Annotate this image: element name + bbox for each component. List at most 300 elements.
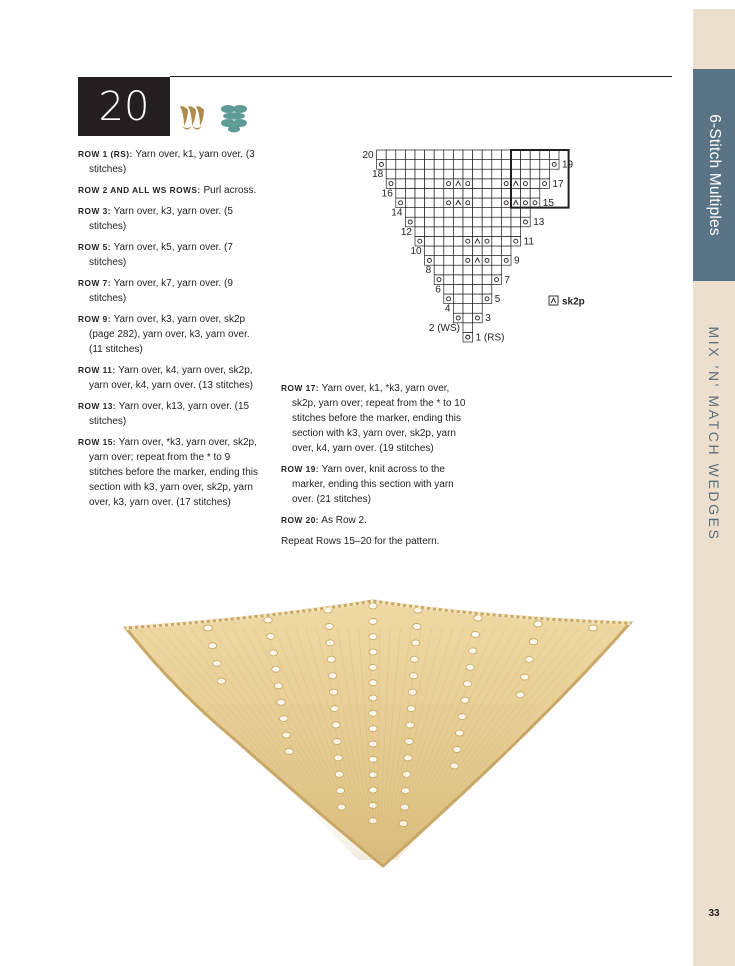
chart-cell <box>434 179 444 189</box>
chart-cell <box>492 198 502 208</box>
chart-cell <box>415 236 425 246</box>
chart-cell <box>425 198 435 208</box>
chart-cell <box>511 150 521 160</box>
chart-cell <box>482 179 492 189</box>
chart-cell <box>463 304 473 314</box>
eyelet <box>516 692 524 698</box>
header-rule <box>170 76 672 77</box>
eyelet <box>406 722 414 728</box>
chart-cell <box>396 150 406 160</box>
chart-cell <box>434 275 444 285</box>
chart-cell <box>473 227 483 237</box>
chart-cell <box>444 265 454 275</box>
chart-cell <box>434 217 444 227</box>
chart-cell <box>482 246 492 256</box>
chart-cell <box>501 169 511 179</box>
chart-cell <box>396 160 406 170</box>
row-text: Purl across. <box>200 185 257 196</box>
eyelet <box>400 804 408 810</box>
chart-cell <box>444 217 454 227</box>
chart-cell <box>415 179 425 189</box>
chart-cell <box>425 179 435 189</box>
chart-cell <box>463 323 473 333</box>
chart-cell <box>530 198 540 208</box>
row-number-label: 4 <box>444 303 451 315</box>
chart-cell <box>405 217 415 227</box>
chart-cell <box>453 169 463 179</box>
chart-cell <box>453 188 463 198</box>
instruction-row <box>281 381 466 456</box>
row-text: Yarn over, k13, yarn over. (15 stitches) <box>89 401 250 427</box>
eyelet <box>408 689 416 695</box>
chart-cell <box>463 294 473 304</box>
instruction-row <box>78 363 261 393</box>
instruction-row <box>78 147 261 177</box>
chart-cell <box>444 284 454 294</box>
legend-label: sk2p <box>562 296 585 308</box>
chart-cell <box>463 217 473 227</box>
chart-cell <box>473 188 483 198</box>
row-text: Yarn over, k1, *k3, yarn over, sk2p, yarn over; repeat from the * to 10 stitches before the marker, ending this section with k3, yarn over, sk2p, yarn over, k4, yarn over. (19 stitches) <box>292 383 466 454</box>
page-number: 33 <box>708 908 720 919</box>
chart-cell <box>453 284 463 294</box>
chart-cell <box>482 284 492 294</box>
chart-cell <box>463 265 473 275</box>
row-text: Yarn over, k4, yarn over, sk2p, yarn over, k4, yarn over. (13 stitches) <box>89 365 253 391</box>
chart-cell <box>492 160 502 170</box>
row-text: Yarn over, k3, yarn over. (5 stitches) <box>89 206 233 232</box>
row-text: Yarn over, k7, yarn over. (9 stitches) <box>89 278 233 304</box>
chart-cell <box>463 275 473 285</box>
chart-cell <box>444 208 454 218</box>
chart-cell <box>434 236 444 246</box>
chart-cell <box>501 227 511 237</box>
row-label: ROW 7: <box>78 278 111 288</box>
chart-cell <box>482 256 492 266</box>
chart-cell <box>501 188 511 198</box>
chart-cell <box>530 150 540 160</box>
chart-cell <box>453 275 463 285</box>
chart-cell <box>530 188 540 198</box>
section-label: MIX 'N' MATCH WEDGES <box>706 326 722 542</box>
chart-cell <box>415 169 425 179</box>
row-number-label: 13 <box>533 217 545 229</box>
eyelet <box>329 689 337 695</box>
row-text: Yarn over, knit across to the marker, ending this section with yarn over. (21 stitches) <box>292 464 454 505</box>
chart-cell <box>501 236 511 246</box>
chart-cell <box>453 150 463 160</box>
instruction-row <box>78 399 261 429</box>
chart-cell <box>530 179 540 189</box>
eyelet <box>453 746 461 752</box>
instruction-row <box>78 183 261 198</box>
chart-cell <box>463 284 473 294</box>
chart-cell <box>463 150 473 160</box>
chart-cell <box>463 160 473 170</box>
chart-cell <box>473 179 483 189</box>
chart-cell <box>473 294 483 304</box>
chart-cell <box>521 150 531 160</box>
chart-cell <box>540 179 550 189</box>
chart-cell <box>540 160 550 170</box>
chart-cell <box>473 275 483 285</box>
chart-cell <box>482 208 492 218</box>
eyelet <box>328 673 336 679</box>
chart-cell <box>511 227 521 237</box>
eyelet <box>369 802 377 808</box>
chart-cell <box>425 188 435 198</box>
chart-cell <box>405 188 415 198</box>
chart-cell <box>434 265 444 275</box>
row-label: ROW 1 (RS): <box>78 149 133 159</box>
chart-cell <box>425 169 435 179</box>
chart-cell <box>482 294 492 304</box>
row-number-label: 7 <box>504 274 510 286</box>
eyelet <box>458 714 466 720</box>
chart-cell <box>444 150 454 160</box>
chart-cell <box>444 246 454 256</box>
chart-cell <box>396 188 406 198</box>
row-label: ROW 2 AND ALL WS ROWS: <box>78 185 201 195</box>
row-number-label: 16 <box>381 188 393 200</box>
chart-cell <box>453 227 463 237</box>
eyelet <box>463 681 471 687</box>
lace-wedge-icon <box>221 105 247 133</box>
chart-cell <box>434 208 444 218</box>
eyelet <box>333 738 341 744</box>
row-number-label: 15 <box>542 198 554 209</box>
chart-cell <box>511 160 521 170</box>
chart-cell <box>425 160 435 170</box>
eyelet <box>217 678 225 684</box>
eyelet <box>369 710 377 716</box>
chart-cell <box>501 198 511 208</box>
chart-cell <box>473 284 483 294</box>
sidebar-band <box>693 9 735 966</box>
chart-cell <box>492 275 502 285</box>
chart-cell <box>425 246 435 256</box>
row-number-label: 12 <box>400 226 412 238</box>
chart-cell <box>405 208 415 218</box>
chart-cell <box>444 188 454 198</box>
chart-cell <box>463 208 473 218</box>
chart-cell <box>473 160 483 170</box>
eyelet <box>369 695 377 701</box>
chart-cell <box>473 246 483 256</box>
row-label: ROW 9: <box>78 314 111 324</box>
increase-leaf-icon <box>180 106 204 130</box>
row-number-label: 5 <box>494 294 501 305</box>
instructions-column-2 <box>281 381 466 555</box>
eyelet <box>529 639 537 645</box>
chart-cell <box>511 236 521 246</box>
row-number-label: 10 <box>410 246 422 257</box>
chart-cell <box>453 256 463 266</box>
row-number-label: 17 <box>552 178 564 190</box>
row-number-label: 19 <box>562 159 574 171</box>
chart-cell <box>444 179 454 189</box>
eyelet <box>369 634 377 640</box>
chart-cell <box>415 188 425 198</box>
chart-cell <box>405 169 415 179</box>
chart-cell <box>463 313 473 323</box>
chart-cell <box>425 150 435 160</box>
chart-cell <box>463 198 473 208</box>
instruction-row <box>78 435 261 510</box>
eyelet <box>413 623 421 629</box>
chart-cell <box>444 236 454 246</box>
chart-cell <box>377 150 387 160</box>
chart-cell <box>444 198 454 208</box>
chart-cell <box>434 169 444 179</box>
chart-cell <box>492 169 502 179</box>
chart-cell <box>463 169 473 179</box>
chart-cell <box>434 150 444 160</box>
chart-cell <box>425 208 435 218</box>
chart-cell <box>434 160 444 170</box>
chart-cell <box>434 227 444 237</box>
chart-cell <box>386 179 396 189</box>
eyelet <box>335 771 343 777</box>
chart-cell <box>473 304 483 314</box>
chart-cell <box>434 198 444 208</box>
row-number-label: 1 (RS) <box>475 332 505 344</box>
chart-cell <box>482 236 492 246</box>
row-text: Yarn over, k1, yarn over. (3 stitches) <box>89 149 255 175</box>
chart-cell <box>444 294 454 304</box>
chart-cell <box>453 236 463 246</box>
chapter-tab-label: 6-Stitch Multiples <box>706 114 723 236</box>
row-number-label: 14 <box>391 207 403 219</box>
chart-cell <box>482 198 492 208</box>
chart-cell <box>521 169 531 179</box>
chart-cell <box>425 217 435 227</box>
chart-cell <box>415 227 425 237</box>
chart-cell <box>482 188 492 198</box>
chart-cell <box>501 160 511 170</box>
chart-cell <box>492 208 502 218</box>
eyelet <box>337 804 345 810</box>
row-label: ROW 3: <box>78 206 111 216</box>
row-number-label: 20 <box>362 150 374 161</box>
chart-cell <box>453 304 463 314</box>
eyelet <box>208 643 216 649</box>
row-number-label: 9 <box>514 255 520 267</box>
chart-cell <box>434 256 444 266</box>
chart-cell <box>377 160 387 170</box>
chart-cell <box>396 169 406 179</box>
chart-cell <box>463 227 473 237</box>
chart-cell <box>463 256 473 266</box>
chart-cell <box>511 169 521 179</box>
row-label: ROW 5: <box>78 242 111 252</box>
chart-cell <box>549 160 559 170</box>
eyelet <box>325 623 333 629</box>
chart-cell <box>540 150 550 160</box>
chart-cell <box>492 227 502 237</box>
chart-cell <box>415 150 425 160</box>
row-label: ROW 19: <box>281 464 320 474</box>
chart-cell <box>521 188 531 198</box>
chart-cell <box>549 150 559 160</box>
chart-cell <box>444 275 454 285</box>
chart-cell <box>396 198 406 208</box>
chart-cell <box>482 275 492 285</box>
chart-cell <box>463 179 473 189</box>
row-number-label: 8 <box>425 265 432 277</box>
eyelet <box>369 726 377 732</box>
eyelet <box>369 664 377 670</box>
eyelet <box>369 603 377 609</box>
instruction-row <box>78 240 261 270</box>
knitted-swatch-photo <box>118 598 638 878</box>
chart-cell <box>453 313 463 323</box>
chart-cell <box>511 217 521 227</box>
chart-cell <box>405 198 415 208</box>
chart-cell <box>482 227 492 237</box>
chart-cell <box>396 179 406 189</box>
eyelet <box>331 706 339 712</box>
eyelet <box>405 738 413 744</box>
chart-cell <box>482 169 492 179</box>
chart-cell <box>511 188 521 198</box>
chart-cell <box>444 256 454 266</box>
eyelet <box>369 618 377 624</box>
eyelet <box>264 617 272 623</box>
row-text: As Row 2. <box>319 515 367 526</box>
instruction-row <box>78 312 261 357</box>
chart-cell <box>473 313 483 323</box>
chart-cell <box>521 160 531 170</box>
chart-cell <box>415 208 425 218</box>
pattern-icons <box>178 104 258 139</box>
row-number-label: 2 (WS) <box>428 322 460 334</box>
chart-cell <box>492 256 502 266</box>
eyelet <box>589 625 597 631</box>
instructions-column-1 <box>78 147 261 516</box>
eyelet <box>327 656 335 662</box>
chart-cell <box>540 169 550 179</box>
row-text: Yarn over, k5, yarn over. (7 stitches) <box>89 242 233 268</box>
chart-cell <box>482 160 492 170</box>
chart-cell <box>434 246 444 256</box>
chart-cell <box>501 208 511 218</box>
row-label: ROW 11: <box>78 365 116 375</box>
eyelet <box>410 656 418 662</box>
eyelet <box>204 625 212 631</box>
eyelet <box>274 683 282 689</box>
chart-cell <box>521 198 531 208</box>
row-label: ROW 20: <box>281 515 320 525</box>
eyelet <box>369 787 377 793</box>
chart-cell <box>386 169 396 179</box>
chart-cell <box>473 150 483 160</box>
chart-cell <box>482 217 492 227</box>
chart-cell <box>425 227 435 237</box>
row-number-label: 6 <box>435 284 441 296</box>
chart-cell <box>492 265 502 275</box>
chart-cell <box>463 332 473 342</box>
row-label: ROW 15: <box>78 437 117 447</box>
pattern-number: 20 <box>78 77 170 136</box>
chart-cell <box>415 160 425 170</box>
row-text: Repeat Rows 15–20 for the pattern. <box>281 536 440 547</box>
instruction-row <box>281 462 466 507</box>
chart-cell <box>444 160 454 170</box>
chart-cell <box>453 217 463 227</box>
chart-cell <box>501 150 511 160</box>
chart-cell <box>482 265 492 275</box>
chart-cell <box>425 236 435 246</box>
chart-cell <box>405 160 415 170</box>
chart-cell <box>453 160 463 170</box>
instruction-row <box>281 513 466 528</box>
chart-cell <box>473 169 483 179</box>
chart-cell <box>453 265 463 275</box>
chart-cell <box>473 208 483 218</box>
row-label: ROW 13: <box>78 401 117 411</box>
eyelet <box>404 755 412 761</box>
chart-cell <box>463 236 473 246</box>
chart-cell <box>492 246 502 256</box>
chart-cell <box>415 198 425 208</box>
chart-cell <box>521 217 531 227</box>
eyelet <box>369 756 377 762</box>
chart-cell <box>444 169 454 179</box>
chart-cell <box>473 198 483 208</box>
row-number-label: 11 <box>523 236 534 248</box>
chart-cell <box>492 188 502 198</box>
chart-cell <box>501 246 511 256</box>
instruction-row <box>78 276 261 306</box>
instruction-row <box>78 204 261 234</box>
swatch-body <box>126 601 630 866</box>
eyelet <box>534 621 542 627</box>
chart-cell <box>473 217 483 227</box>
chart-cell <box>492 217 502 227</box>
chart-cell <box>434 188 444 198</box>
chart-cell <box>530 169 540 179</box>
chart-cell <box>492 236 502 246</box>
chart-cell <box>492 179 502 189</box>
chart-cell <box>425 256 435 266</box>
chart-cell <box>501 179 511 189</box>
row-number-label: 18 <box>372 169 384 181</box>
chart-cell <box>405 150 415 160</box>
row-number-label: 3 <box>485 313 491 325</box>
chart-cell <box>386 150 396 160</box>
row-text: Yarn over, k3, yarn over, sk2p (page 282), yarn over, k3, yarn over. (11 stitches) <box>89 314 250 355</box>
knitting-chart <box>345 140 595 355</box>
eyelet <box>474 615 482 621</box>
chart-cell <box>492 150 502 160</box>
chart-cell <box>453 208 463 218</box>
chart-cell <box>453 294 463 304</box>
chart-cell <box>501 256 511 266</box>
chart-cell <box>501 217 511 227</box>
chart-cell <box>463 246 473 256</box>
chart-cell <box>521 208 531 218</box>
chart-cell <box>453 246 463 256</box>
chart-cell <box>463 188 473 198</box>
row-text: Yarn over, *k3, yarn over, sk2p, yarn over; repeat from the * to 9 stitches before the marker, ending this section with k3, yarn over, sk2p, yarn over, k3, yarn over. (17 stitches) <box>89 437 258 508</box>
chart-cell <box>415 217 425 227</box>
instruction-row <box>281 534 466 549</box>
chart-cell <box>405 179 415 189</box>
chart-cell <box>482 150 492 160</box>
chart-cell <box>473 265 483 275</box>
chart-cell <box>530 160 540 170</box>
